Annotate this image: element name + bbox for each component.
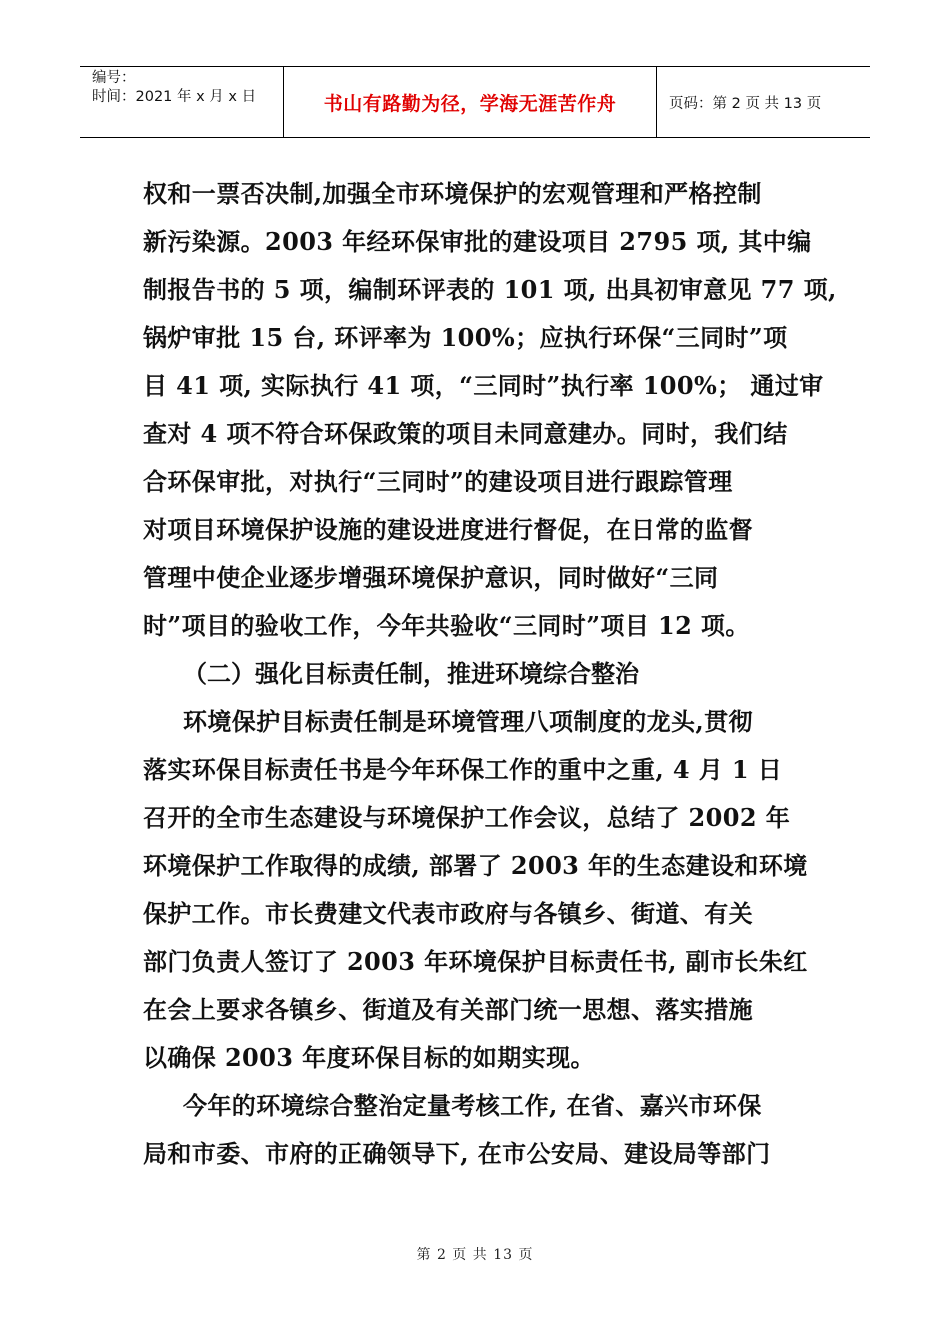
page-footer: 第 2 页 共 13 页 [416, 1247, 534, 1263]
body-line: 管理中使企业逐步增强环境保护意识，同时做好“三同 [143, 563, 719, 592]
document-body [143, 170, 837, 1178]
body-line: 查对 4 项不符合环保政策的项目未同意建办。同时，我们结 [143, 419, 788, 448]
header-motto: 书山有路勤为径，学海无涯苦作舟 [284, 67, 657, 137]
body-line: 权和一票否决制,加强全市环境保护的宏观管理和严格控制 [143, 179, 762, 208]
number-label: 编号： [92, 70, 136, 86]
body-line: 环境保护目标责任制是环境管理八项制度的龙头,贯彻 [183, 707, 753, 736]
body-line: 目 41 项, 实际执行 41 项，“三同时”执行率 100%； 通过审 [143, 371, 824, 400]
body-line: 局和市委、市府的正确领导下, 在市公安局、建设局等部门 [143, 1139, 771, 1168]
body-line: 以确保 2003 年度环保目标的如期实现。 [143, 1043, 595, 1072]
page-header [80, 66, 870, 138]
body-line: 新污染源。2003 年经环保审批的建设项目 2795 项, 其中编 [143, 227, 812, 256]
body-line: 召开的全市生态建设与环境保护工作会议，总结了 2002 年 [143, 803, 791, 832]
section-heading: （二）强化目标责任制，推进环境综合整治 [183, 660, 639, 688]
body-line: 在会上要求各镇乡、街道及有关部门统一思想、落实措施 [143, 995, 753, 1024]
body-line: 部门负责人签订了 2003 年环境保护目标责任书, 副市长朱红 [143, 947, 808, 976]
body-line: 对项目环境保护设施的建设进度进行督促，在日常的监督 [143, 515, 753, 544]
body-line: 时”项目的验收工作，今年共验收“三同时”项目 12 项。 [143, 611, 750, 640]
body-line: 合环保审批，对执行“三同时”的建设项目进行跟踪管理 [143, 467, 733, 496]
header-meta [80, 67, 284, 137]
header-page-label: 页码：第 2 页 共 13 页 [669, 95, 822, 112]
body-line: 环境保护工作取得的成绩, 部署了 2003 年的生态建设和环境 [143, 851, 808, 880]
body-line: 今年的环境综合整治定量考核工作, 在省、嘉兴市环保 [183, 1091, 762, 1120]
date-label: 时间：2021 年 x 月 x 日 [92, 89, 257, 105]
body-line: 锅炉审批 15 台, 环评率为 100%；应执行环保“三同时”项 [143, 323, 788, 352]
body-line: 保护工作。市长费建文代表市政府与各镇乡、街道、有关 [143, 899, 753, 928]
body-line: 落实环保目标责任书是今年环保工作的重中之重, 4 月 1 日 [143, 755, 783, 784]
body-line: 制报告书的 5 项，编制环评表的 101 项, 出具初审意见 77 项, [143, 275, 837, 304]
